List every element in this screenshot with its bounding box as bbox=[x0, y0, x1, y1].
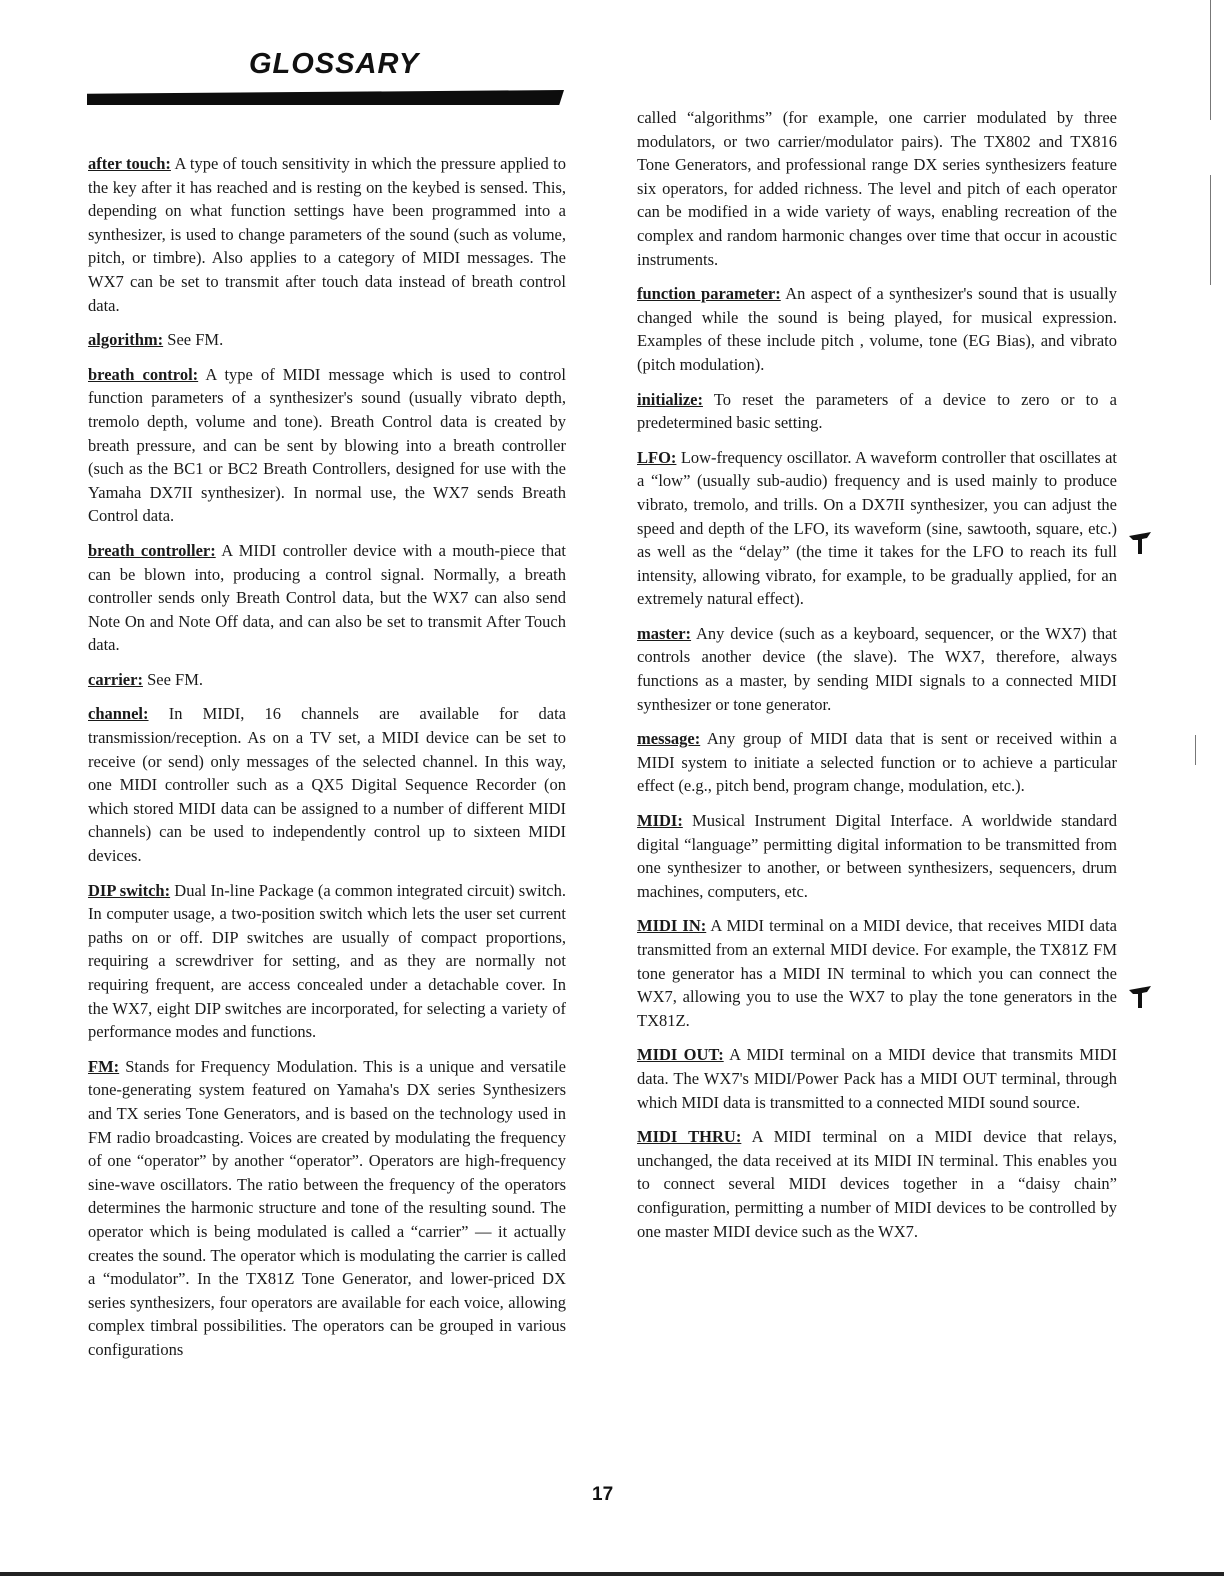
glossary-entry bbox=[637, 1043, 1117, 1114]
glossary-definition: Low-frequency oscillator. A waveform controller that oscillates at a “low” (usually sub-audio) frequency and is used mainly to produce vibrato, tremolo, and trills. On a DX7II synthesizer, you can adjust the speed and depth of the LFO, its waveform (sine, sawtooth, square, etc.) as well as the “delay” (the time it takes for the LFO to reach its full intensity, allowing vibrato, for example, to be gradually applied, for an extremely natural effect). bbox=[637, 447, 1118, 609]
glossary-term: breath control: bbox=[88, 364, 199, 384]
glossary-entry bbox=[88, 668, 566, 692]
glossary-definition: A MIDI terminal on a MIDI device that relays, unchanged, the data received at its MIDI IN terminal. This enables you to connect several MIDI devices together in a “daisy chain” configuration, permitting a number of MIDI devices to be controlled by one master MIDI device such as the WX7. bbox=[637, 1127, 1117, 1241]
glossary-entry bbox=[637, 727, 1117, 798]
glossary-term: MIDI OUT: bbox=[637, 1045, 724, 1065]
glossary-entry bbox=[88, 879, 566, 1044]
glossary-term: LFO: bbox=[637, 447, 677, 467]
glossary-entry bbox=[88, 1055, 566, 1362]
glossary-definition: A MIDI controller device with a mouth-piece that can be blown into, producing a control signal. Normally, a breath controller sends only Breath Control data, but the WX7 can also send Note On and Note Off data, and can also be set to transmit After Touch data. bbox=[88, 540, 566, 655]
bottom-rule bbox=[0, 1572, 1224, 1576]
glossary-entry bbox=[637, 622, 1117, 716]
glossary-entry bbox=[637, 388, 1117, 435]
glossary-term: after touch: bbox=[88, 154, 171, 173]
glossary-entry bbox=[88, 328, 566, 352]
right-column bbox=[637, 106, 1117, 1254]
glossary-definition: An aspect of a synthesizer's sound that is usually changed while the sound is being played, for musical expression. Examples of these include pitch , volume, tone (EG Bias), and vibrato (pitch modulation). bbox=[637, 284, 1117, 374]
glossary-term: breath controller: bbox=[88, 540, 216, 560]
glossary-definition: A MIDI terminal on a MIDI device, that receives MIDI data transmitted from an external MIDI device. For example, the TX81Z FM tone generator has a MIDI IN terminal to which you can connect the WX7, allowing you to use the WX7 to play the tone generators in the TX81Z. bbox=[637, 916, 1117, 1030]
binding-hole-mark-icon bbox=[1127, 530, 1153, 556]
left-column bbox=[88, 152, 566, 1373]
glossary-term: MIDI: bbox=[637, 811, 683, 831]
scan-edge-line bbox=[1195, 735, 1196, 765]
glossary-definition: In MIDI, 16 channels are available for data transmission/reception. As on a TV set, a MIDI device can be set to receive (or send) only messages of the selected channel. In this way, one MIDI controller such as a QX5 Digital Sequence Recorder (on which stored MIDI data can be assigned to a number of different MIDI channels) can be used to independently control up to sixteen MIDI devices. bbox=[88, 704, 567, 866]
glossary-definition: A MIDI terminal on a MIDI device that transmits MIDI data. The WX7's MIDI/Power Pack has a MIDI OUT terminal, through which MIDI data is transmitted to a connected MIDI sound source. bbox=[637, 1045, 1118, 1112]
glossary-entry bbox=[88, 539, 566, 657]
glossary-term: FM: bbox=[88, 1056, 120, 1076]
page-number: 17 bbox=[592, 1484, 614, 1505]
binding-hole-mark-icon bbox=[1127, 984, 1153, 1010]
scan-edge-line bbox=[1210, 175, 1211, 285]
glossary-entry bbox=[637, 282, 1117, 376]
fm-continuation: called “algorithms” (for example, one carrier modulated by three modulators, or two carrier/modulator pairs). The TX802 and TX816 Tone Generators, and professional range DX series synthesizers feature six operators, for added richness. The level and pitch of each operator can be modified in a wide variety of ways, enabling recreation of the complex and random harmonic changes over time that occur in acoustic instruments. bbox=[637, 108, 1117, 269]
glossary-definition: See FM. bbox=[167, 330, 224, 350]
glossary-entry bbox=[88, 152, 566, 317]
glossary-entry bbox=[637, 1125, 1117, 1243]
glossary-definition: Any group of MIDI data that is sent or received within a MIDI system to initiate a selected function or to achieve a particular effect (e.g., pitch bend, program change, modulation, etc.). bbox=[637, 729, 1117, 796]
glossary-term: MIDI THRU: bbox=[637, 1127, 742, 1147]
glossary-term: message: bbox=[637, 729, 701, 749]
glossary-term: algorithm: bbox=[88, 330, 164, 350]
glossary-definition: Musical Instrument Digital Interface. A worldwide standard digital “language” permitting digital information to be transmitted from one synthesizer to another, or between synthesizers, sequencers, drum machines, computers, etc. bbox=[637, 811, 1117, 901]
glossary-term: channel: bbox=[88, 704, 149, 724]
glossary-term: DIP switch: bbox=[88, 880, 171, 900]
glossary-definition: A type of MIDI message which is used to control function parameters of a synthesizer's sound (usually vibrato depth, tremolo depth, volume and tone). Breath Control data is created by breath pressure, and can be sent by blowing into a breath controller (such as the BC1 or BC2 Breath Controllers, designed for use with the Yamaha DX7II synthesizer). In normal use, the WX7 sends Breath Control data. bbox=[88, 364, 567, 526]
glossary-term: master: bbox=[637, 623, 692, 643]
glossary-entry bbox=[637, 914, 1117, 1032]
glossary-definition: Any device (such as a keyboard, sequencer, or the WX7) that controls another device (the slave). The WX7, therefore, always functions as a master, by sending MIDI signals to a connected MIDI synthesizer or tone generator. bbox=[637, 623, 1117, 714]
glossary-term: carrier: bbox=[88, 669, 143, 689]
page-title: GLOSSARY bbox=[249, 48, 420, 80]
glossary-term: MIDI IN: bbox=[637, 916, 707, 936]
glossary-entry bbox=[637, 809, 1117, 903]
title-rule bbox=[87, 90, 564, 105]
glossary-definition: See FM. bbox=[147, 669, 203, 689]
glossary-definition: To reset the parameters of a device to zero or to a predetermined basic setting. bbox=[637, 389, 1117, 433]
glossary-term: initialize: bbox=[637, 389, 703, 409]
glossary-entry bbox=[88, 363, 566, 528]
scan-edge-line bbox=[1210, 0, 1211, 120]
glossary-definition: Stands for Frequency Modulation. This is a unique and versatile tone-generating system featured on Yamaha's DX series Synthesizers and TX series Tone Generators, and is based on the technology used in FM radio broadcasting. Voices are created by modulating the frequency of one “operator” by another “operator”. Operators are high-frequency sine-wave oscillators. The ratio between the frequency of the operators determines the harmonic structure and tone of the resulting sound. The operator which is being modulated is called a “carrier” — it actually creates the sound. The operator which is modulating the carrier is called a “modulator”. In the TX81Z Tone Generator, and lower-priced DX series synthesizers, four operators are available for each voice, allowing complex timbral possibilities. The operators can be grouped in various configurations bbox=[88, 1056, 567, 1359]
glossary-entry bbox=[88, 702, 566, 867]
glossary-entry bbox=[637, 446, 1117, 611]
glossary-term: function parameter: bbox=[637, 284, 781, 304]
glossary-definition: Dual In-line Package (a common integrated circuit) switch. In computer usage, a two-position switch which lets the user set current paths on or off. DIP switches are usually of compact proportions, requiring a screwdriver for setting, and as they are normally not requiring frequent, are access concealed under a detachable cover. In the WX7, eight DIP switches are incorporated, for selecting a variety of performance modes and functions. bbox=[88, 880, 566, 1042]
glossary-definition: A type of touch sensitivity in which the pressure applied to the key after it has reached and is resting on the keybed is sensed. This, depending on what function settings have been programmed into a synthesizer, is used to change parameters of the sound (such as volume, pitch, or timbre). Also applies to a category of MIDI messages. The WX7 can be set to transmit after touch data instead of breath control data. bbox=[88, 154, 566, 315]
